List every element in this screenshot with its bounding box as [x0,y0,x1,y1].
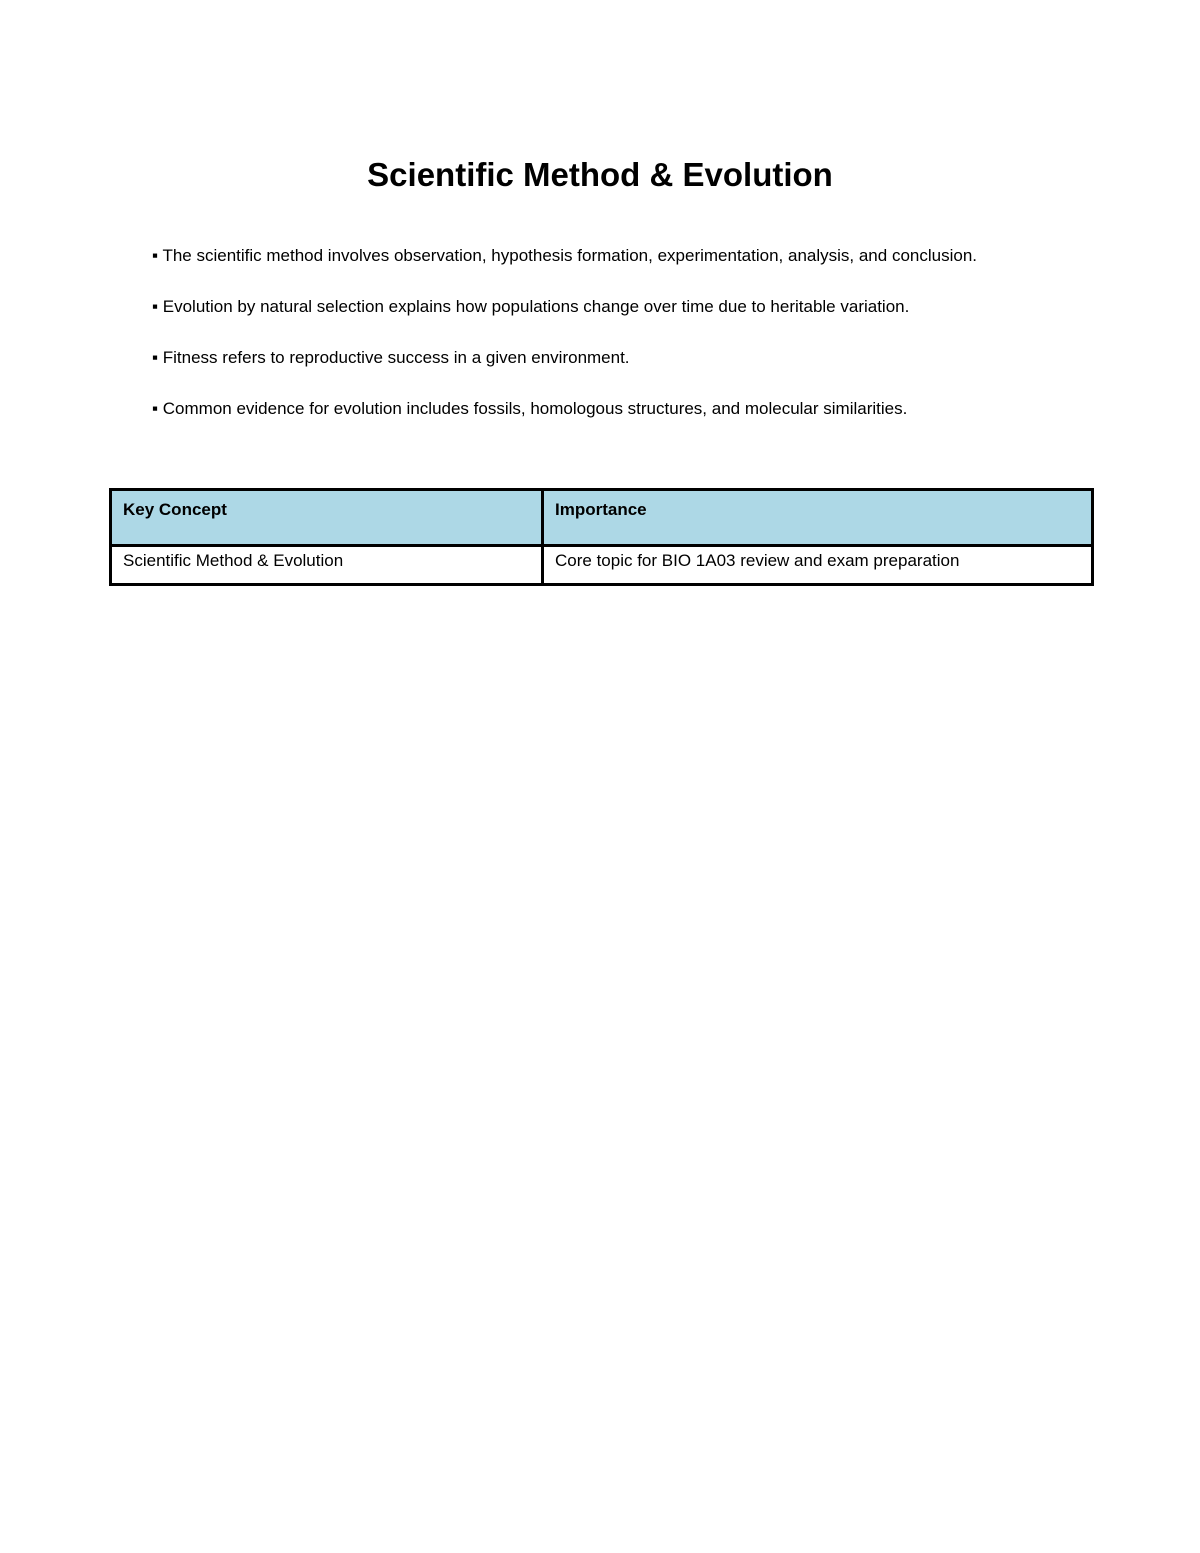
table-cell-key-concept: Scientific Method & Evolution [111,546,543,585]
table-cell-importance: Core topic for BIO 1A03 review and exam preparation [543,546,1093,585]
bullet-item [152,397,1032,421]
bullet-item [152,346,1032,370]
bullet-marker: ▪ [152,348,159,367]
bullet-marker: ▪ [152,246,159,265]
table-row [111,546,1093,585]
bullet-text: The scientific method involves observation, hypothesis formation, experimentation, analysis, and conclusion. [162,246,977,265]
key-concept-table [109,488,1094,586]
table-header-importance: Importance [543,490,1093,546]
bullet-text: Common evidence for evolution includes fossils, homologous structures, and molecular similarities. [162,399,908,418]
table-header-row [111,490,1093,546]
bullet-item [152,244,1032,268]
bullet-marker: ▪ [152,297,159,316]
bullet-text: Fitness refers to reproductive success in a given environment. [162,348,630,367]
bullet-text: Evolution by natural selection explains how populations change over time due to heritable variation. [162,297,910,316]
bullet-list [152,244,1032,448]
bullet-marker: ▪ [152,399,159,418]
bullet-item [152,295,1032,319]
table-header-key-concept: Key Concept [111,490,543,546]
page-title: Scientific Method & Evolution [367,156,833,193]
